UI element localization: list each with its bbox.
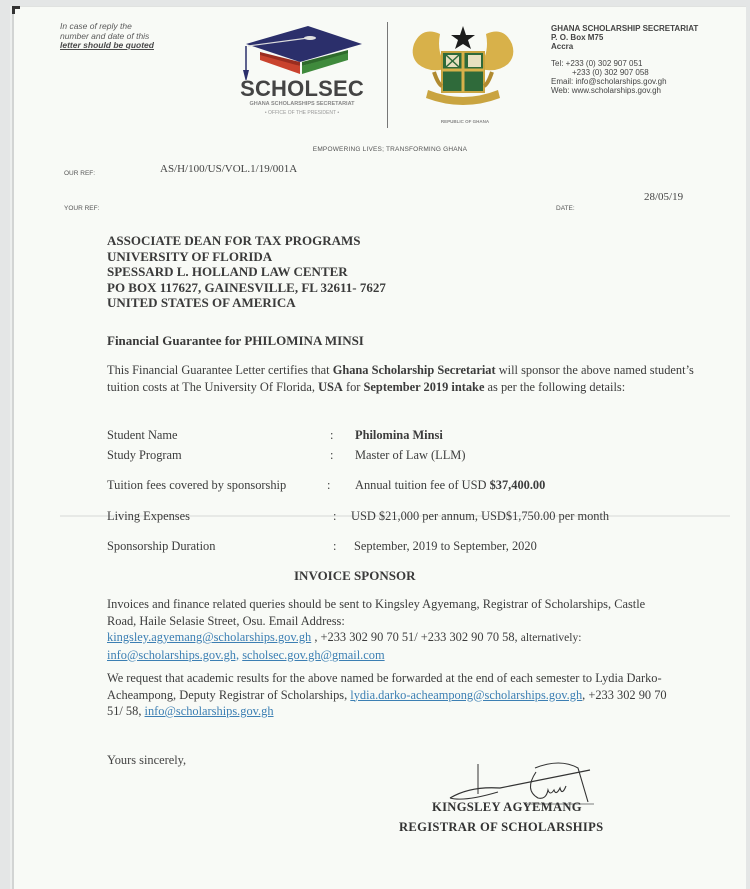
intro-bold: Ghana Scholarship Secretariat [332, 363, 496, 377]
motto: EMPOWERING LIVES; TRANSFORMING GHANA [312, 146, 468, 153]
detail-label: Study Program [107, 448, 182, 462]
detail-colon: : [333, 509, 337, 523]
detail-value: Annual tuition fee of USD [355, 478, 490, 492]
date-label: DATE: [556, 205, 575, 212]
your-ref-label: YOUR REF: [64, 205, 100, 212]
address-email: Email: info@scholarships.gov.gh [551, 77, 667, 86]
secretariat-address [551, 24, 698, 95]
email-link-kingsley[interactable]: kingsley.agyemang@scholarships.gov.gh [107, 630, 312, 644]
invoice-text: alternatively: [520, 632, 582, 644]
invoice-sponsor-heading: INVOICE SPONSOR [294, 568, 416, 583]
recipient-line: ASSOCIATE DEAN FOR TAX PROGRAMS [107, 233, 361, 248]
reply-note-line: In case of reply the [60, 21, 132, 31]
email-link-info-2[interactable]: info@scholarships.gov.gh [144, 704, 274, 718]
email-link-info[interactable]: info@scholarships.gov.gh, [107, 647, 240, 662]
tuition-amount: $37,400.00 [489, 478, 546, 492]
detail-label: Student Name [107, 428, 178, 442]
logo-title: SCHOLSEC [240, 76, 364, 101]
logo-office: • OFFICE OF THE PRESIDENT • [264, 110, 340, 116]
intro-bold: USA [318, 379, 343, 394]
intro-paragraph [107, 362, 727, 395]
detail-value: Philomina Minsi [355, 428, 443, 442]
detail-value: USD $21,000 per annum, USD$1,750.00 per month [351, 509, 610, 523]
recipient-line: UNIVERSITY OF FLORIDA [107, 248, 273, 264]
address-tel: +233 (0) 302 907 058 [572, 68, 649, 77]
email-link-gmail[interactable]: scholsec.gov.gh@gmail.com [242, 647, 385, 662]
address-web: Web: www.scholarships.gov.gh [551, 86, 661, 95]
results-text: We request that academic results for the above named be forwarded at the end of each semester to Lydia Darko- Acheampong, Deputy Registrar of Scholarships, [107, 671, 662, 702]
signatory-title: REGISTRAR OF SCHOLARSHIPS [399, 820, 604, 834]
results-phones: , +233 302 90 70 51/ 58, [107, 687, 667, 718]
recipient-line: PO BOX 117627, GAINESVILLE, FL 32611- 7627 [107, 279, 386, 295]
our-ref-label: OUR REF: [64, 170, 96, 177]
date-value: 28/05/19 [644, 191, 684, 203]
invoice-phones: , +233 302 90 70 51/ +233 302 90 70 58, [311, 630, 521, 644]
results-paragraph [107, 670, 667, 720]
intro-text: as per the following details: [484, 379, 626, 394]
page-corner-mark [12, 6, 20, 14]
reply-note-line: letter should be quoted [60, 40, 154, 50]
crest-label: REPUBLIC OF GHANA [440, 119, 490, 124]
header-divider [387, 22, 388, 128]
our-ref-value: AS/H/100/US/VOL.1/19/001A [160, 163, 298, 175]
reply-note-line: number and date of this [60, 30, 150, 41]
detail-label: Living Expenses [107, 509, 190, 523]
detail-colon: : [330, 448, 334, 462]
detail-colon: : [330, 428, 334, 442]
detail-label: Sponsorship Duration [107, 539, 216, 553]
coat-of-arms-icon [408, 24, 518, 112]
detail-label: Tuition fees covered by sponsorship [107, 478, 287, 492]
detail-value: September, 2019 to September, 2020 [354, 539, 537, 553]
graduation-cap-logo-icon [238, 22, 366, 80]
closing: Yours sincerely, [107, 753, 187, 767]
intro-text: This Financial Guarantee Letter certifies that [107, 363, 333, 377]
address-box: P. O. Box M75 [551, 33, 604, 42]
detail-colon: : [333, 539, 337, 553]
intro-text: will sponsor the above named student’s tuition costs at The University Of Florida, [107, 363, 694, 394]
logo-subtitle: GHANA SCHOLARSHIPS SECRETARIAT [249, 101, 355, 107]
detail-value: Master of Law (LLM) [355, 448, 466, 462]
recipient-address [107, 233, 386, 311]
recipient-line: UNITED STATES OF AMERICA [107, 295, 296, 310]
letter-subject: Financial Guarantee for PHILOMINA MINSI [107, 333, 364, 348]
recipient-line: SPESSARD L. HOLLAND LAW CENTER [107, 264, 348, 279]
intro-bold: September 2019 intake [363, 379, 485, 394]
logo-text-block [232, 76, 372, 116]
signatory-name: KINGSLEY AGYEMANG [432, 800, 582, 814]
intro-text: for [342, 379, 364, 394]
reply-note [60, 22, 154, 51]
address-org: GHANA SCHOLARSHIP SECRETARIAT [551, 24, 699, 33]
email-link-lydia[interactable]: lydia.darko-acheampong@scholarships.gov.gh [350, 687, 583, 702]
invoice-text: Invoices and finance related queries should be sent to Kingsley Agyemang, Registrar of Scholarships, Castle Road, Haile Selasie Street, Osu. Email Address: [107, 597, 646, 628]
invoice-paragraph [107, 596, 677, 663]
address-tel: Tel: +233 (0) 302 907 051 [551, 59, 643, 68]
detail-colon: : [327, 478, 331, 492]
address-city: Accra [551, 42, 574, 51]
